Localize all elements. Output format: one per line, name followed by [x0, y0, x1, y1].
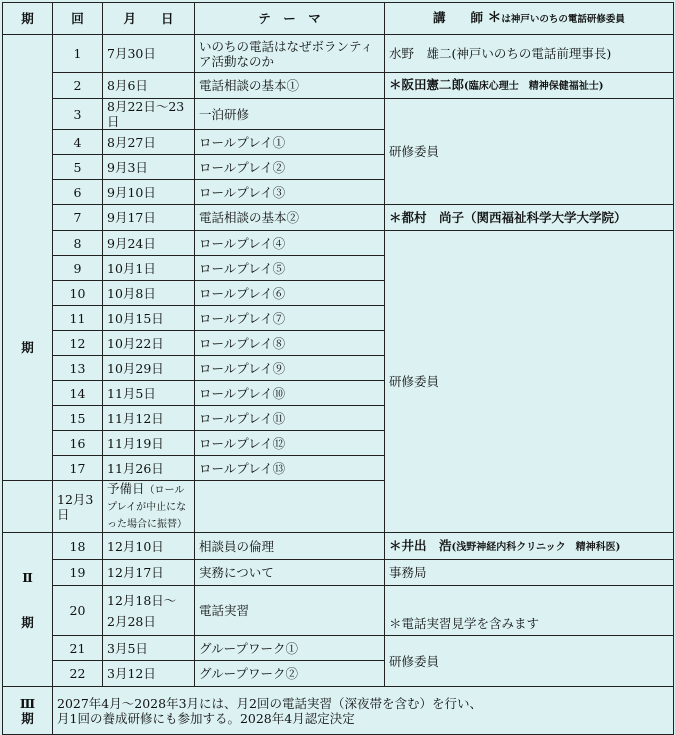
row-num: 18 [53, 533, 103, 560]
row-num: 10 [53, 281, 103, 306]
row-date: 3月5日 [103, 636, 195, 661]
row-theme: ロールプレイ④ [195, 231, 385, 256]
row-lecturer [385, 73, 674, 99]
term-1-label: 期 [21, 340, 34, 355]
row-date: 8月22日～23日 [103, 99, 195, 130]
row-theme: グループワーク② [195, 661, 385, 687]
date-end: 2月28日 [107, 613, 156, 629]
header-date: 月 日 [103, 3, 195, 35]
row-date: 10月8日 [103, 281, 195, 306]
row-date: 11月26日 [103, 456, 195, 481]
row-theme: ロールプレイ⑨ [195, 356, 385, 381]
row-num: 8 [53, 231, 103, 256]
row-num: 9 [53, 256, 103, 281]
row-num: 5 [53, 155, 103, 180]
row-lecturer: ＊都村 尚子（関西福祉科学大学大学院） [385, 205, 674, 231]
row-date: 9月17日 [103, 205, 195, 231]
row-date: 10月22日 [103, 331, 195, 356]
training-schedule-table [2, 2, 674, 735]
header-theme: テ ー マ [195, 3, 385, 35]
table-row [3, 560, 674, 586]
row-date: 7月30日 [103, 35, 195, 73]
term-2-cell [3, 533, 53, 687]
lecturer-committee-a: 研修委員 [385, 99, 674, 205]
row-num: 16 [53, 431, 103, 456]
row-theme: ロールプレイ⑥ [195, 281, 385, 306]
table-row [3, 231, 674, 256]
row-theme: 実務について [195, 560, 385, 586]
row-date: 3月12日 [103, 661, 195, 687]
term-1-cell [3, 35, 53, 481]
row-theme: 電話実習 [195, 586, 385, 636]
table-row [3, 35, 674, 73]
row-num: 20 [53, 586, 103, 636]
row-theme: ロールプレイ① [195, 130, 385, 155]
row-theme: 電話相談の基本① [195, 73, 385, 99]
row-num: 1 [53, 35, 103, 73]
term-3-line-2: 月1回の養成研修にも参加する。2028年4月認定決定 [57, 710, 355, 726]
row-theme: 相談員の倫理 [195, 533, 385, 560]
row-lecturer [385, 533, 674, 560]
header-term: 期 [3, 3, 53, 35]
date-start: 12月18日～ [107, 592, 177, 608]
row-theme: グループワーク① [195, 636, 385, 661]
table-row [3, 205, 674, 231]
lecturer-affiliation: (浅野神経内科クリニック 精神科医) [451, 541, 621, 553]
header-lecturer [385, 3, 674, 35]
header-num: 回 [53, 3, 103, 35]
row-num: 3 [53, 99, 103, 130]
row-date: 10月1日 [103, 256, 195, 281]
table-row [3, 99, 674, 130]
row-theme: ロールプレイ② [195, 155, 385, 180]
term-3-description [53, 687, 674, 735]
term-3-cell [3, 687, 53, 735]
row-theme: ロールプレイ⑬ [195, 456, 385, 481]
header-note-star: ＊ [487, 10, 502, 26]
row-theme: ロールプレイ③ [195, 180, 385, 205]
row-num: 22 [53, 661, 103, 687]
row-num: 6 [53, 180, 103, 205]
row-num: 11 [53, 306, 103, 331]
row-date: 12月10日 [103, 533, 195, 560]
reserve-day-note: （ロールプレイが中止になった場合に振替） [107, 485, 187, 530]
row-num: 4 [53, 130, 103, 155]
table-row [3, 533, 674, 560]
term-3-label: 期 [21, 710, 34, 726]
row-date: 10月29日 [103, 356, 195, 381]
row-date: 9月24日 [103, 231, 195, 256]
term-2-numeral: Ⅱ [22, 569, 33, 585]
row-num: 12 [53, 331, 103, 356]
term-3-line-1: 2027年4月～2028年3月には、月2回の電話実習（深夜帯を含む）を行い、 [57, 695, 482, 711]
term-2-label: 期 [21, 614, 34, 630]
row-date: 10月15日 [103, 306, 195, 331]
lecturer-name: ＊阪田憲二郎 [389, 77, 465, 92]
row-date: 9月10日 [103, 180, 195, 205]
row-date: 8月27日 [103, 130, 195, 155]
row-date: 8月6日 [103, 73, 195, 99]
row-date: 12月3日 [53, 481, 103, 533]
row-theme: ロールプレイ⑩ [195, 381, 385, 406]
row-num: 17 [53, 456, 103, 481]
header-lecturer-label: 講 師 [433, 10, 484, 25]
row-num: 15 [53, 406, 103, 431]
row-theme [103, 481, 195, 533]
row-lecturer: ＊電話実習見学を含みます [385, 586, 674, 636]
header-lecturer-note: は神戸いのちの電話研修委員 [501, 14, 625, 25]
row-theme: ロールプレイ⑧ [195, 331, 385, 356]
row-date: 11月19日 [103, 431, 195, 456]
row-theme: ロールプレイ⑦ [195, 306, 385, 331]
term-3-numeral: Ⅲ [19, 695, 36, 711]
row-theme: ロールプレイ⑪ [195, 406, 385, 431]
row-num: 19 [53, 560, 103, 586]
table-row [3, 636, 674, 661]
row-num: 21 [53, 636, 103, 661]
row-lecturer: 事務局 [385, 560, 674, 586]
row-date: 9月3日 [103, 155, 195, 180]
row-num: 13 [53, 356, 103, 381]
table-row [3, 586, 674, 636]
lecturer-committee-c: 研修委員 [385, 636, 674, 687]
lecturer-affiliation: (臨床心理士 精神保健福祉士) [464, 81, 604, 92]
row-date: 11月5日 [103, 381, 195, 406]
table-row [3, 687, 674, 735]
row-num: 7 [53, 205, 103, 231]
row-date: 11月12日 [103, 406, 195, 431]
row-date: 12月17日 [103, 560, 195, 586]
table-row [3, 73, 674, 99]
row-lecturer: 水野 雄二(神戸いのちの電話前理事長) [385, 35, 674, 73]
row-theme: ロールプレイ⑤ [195, 256, 385, 281]
reserve-day-label: 予備日 [107, 481, 145, 496]
lecturer-committee-b: 研修委員 [385, 231, 674, 533]
row-theme: ロールプレイ⑫ [195, 431, 385, 456]
row-theme: いのちの電話はなぜボランティア活動なのか [195, 35, 385, 73]
row-theme: 電話相談の基本② [195, 205, 385, 231]
header-row [3, 3, 674, 35]
row-theme: 一泊研修 [195, 99, 385, 130]
row-num: 2 [53, 73, 103, 99]
row-num: 14 [53, 381, 103, 406]
row-num [3, 481, 53, 533]
lecturer-name: ＊井出 浩 [389, 537, 452, 553]
row-date [103, 586, 195, 636]
